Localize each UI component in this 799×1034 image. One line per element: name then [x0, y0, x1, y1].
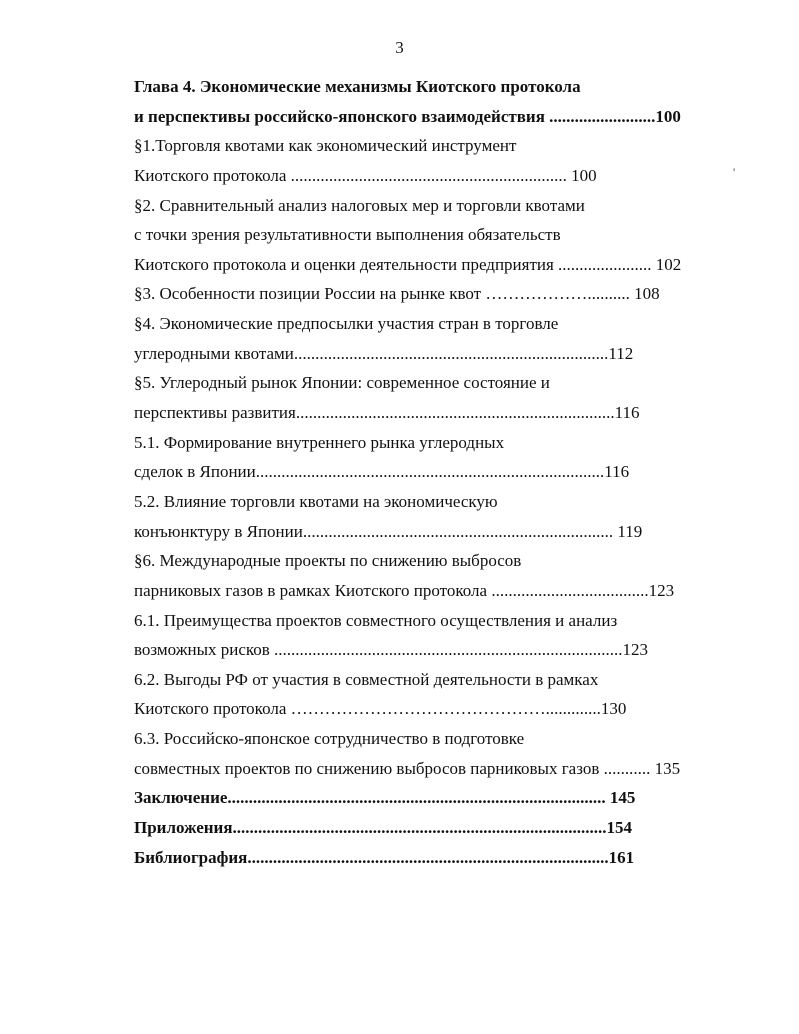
toc-line: 5.2. Влияние торговли квотами на экономическую	[134, 491, 498, 511]
toc-line: Киотского протокола и оценки деятельности предприятия ...................... 102	[134, 254, 682, 274]
toc-line: перспективы развития...........................................................................116	[134, 403, 640, 423]
toc-line: углеродными квотами..........................................................................112	[134, 343, 634, 363]
toc-line: Библиография.....................................................................................161	[134, 847, 635, 867]
toc-line: Киотского протокола ................................................................. 100	[134, 165, 597, 185]
toc-line: парниковых газов в рамках Киотского протокола .....................................123	[134, 580, 675, 600]
toc-line: сделок в Японии..................................................................................116	[134, 462, 630, 482]
toc-line: §4. Экономические предпосылки участия стран в торговле	[134, 314, 559, 334]
toc-line: 6.2. Выгоды РФ от участия в совместной деятельности в рамках	[134, 669, 599, 689]
toc-line: Заключение......................................................................................... 145	[134, 788, 636, 808]
table-of-contents	[134, 72, 706, 872]
toc-line: совместных проектов по снижению выбросов парниковых газов ........... 135	[134, 758, 681, 778]
toc-line: 6.3. Российско-японское сотрудничество в подготовке	[134, 729, 525, 749]
toc-line: Приложения........................................................................................154	[134, 818, 633, 838]
toc-line: §1.Торговля квотами как экономический инструмент	[134, 136, 517, 156]
toc-line: 6.1. Преимущества проектов совместного осуществления и анализ	[134, 610, 618, 630]
toc-line: возможных рисков ..................................................................................123	[134, 640, 649, 660]
toc-line: §5. Углеродный рынок Японии: современное состояние и	[134, 373, 550, 393]
margin-mark: '	[733, 165, 736, 179]
toc-line: с точки зрения результативности выполнения обязательств	[134, 225, 561, 245]
page-number: 3	[395, 38, 404, 57]
toc-line: §6. Международные проекты по снижению выбросов	[134, 551, 522, 571]
toc-line: §2. Сравнительный анализ налоговых мер и торговли квотами	[134, 195, 585, 215]
toc-line: и перспективы российско-японского взаимодействия .........................100	[134, 106, 681, 126]
toc-line: конъюнктуру в Японии......................................................................... 119	[134, 521, 643, 541]
toc-line: Киотского протокола ……………………………………….............130	[134, 699, 627, 719]
toc-line: 5.1. Формирование внутреннего рынка углеродных	[134, 432, 505, 452]
toc-line: Глава 4. Экономические механизмы Киотского протокола	[134, 77, 581, 96]
toc-line: §3. Особенности позиции России на рынке квот ……………….......... 108	[134, 284, 660, 304]
